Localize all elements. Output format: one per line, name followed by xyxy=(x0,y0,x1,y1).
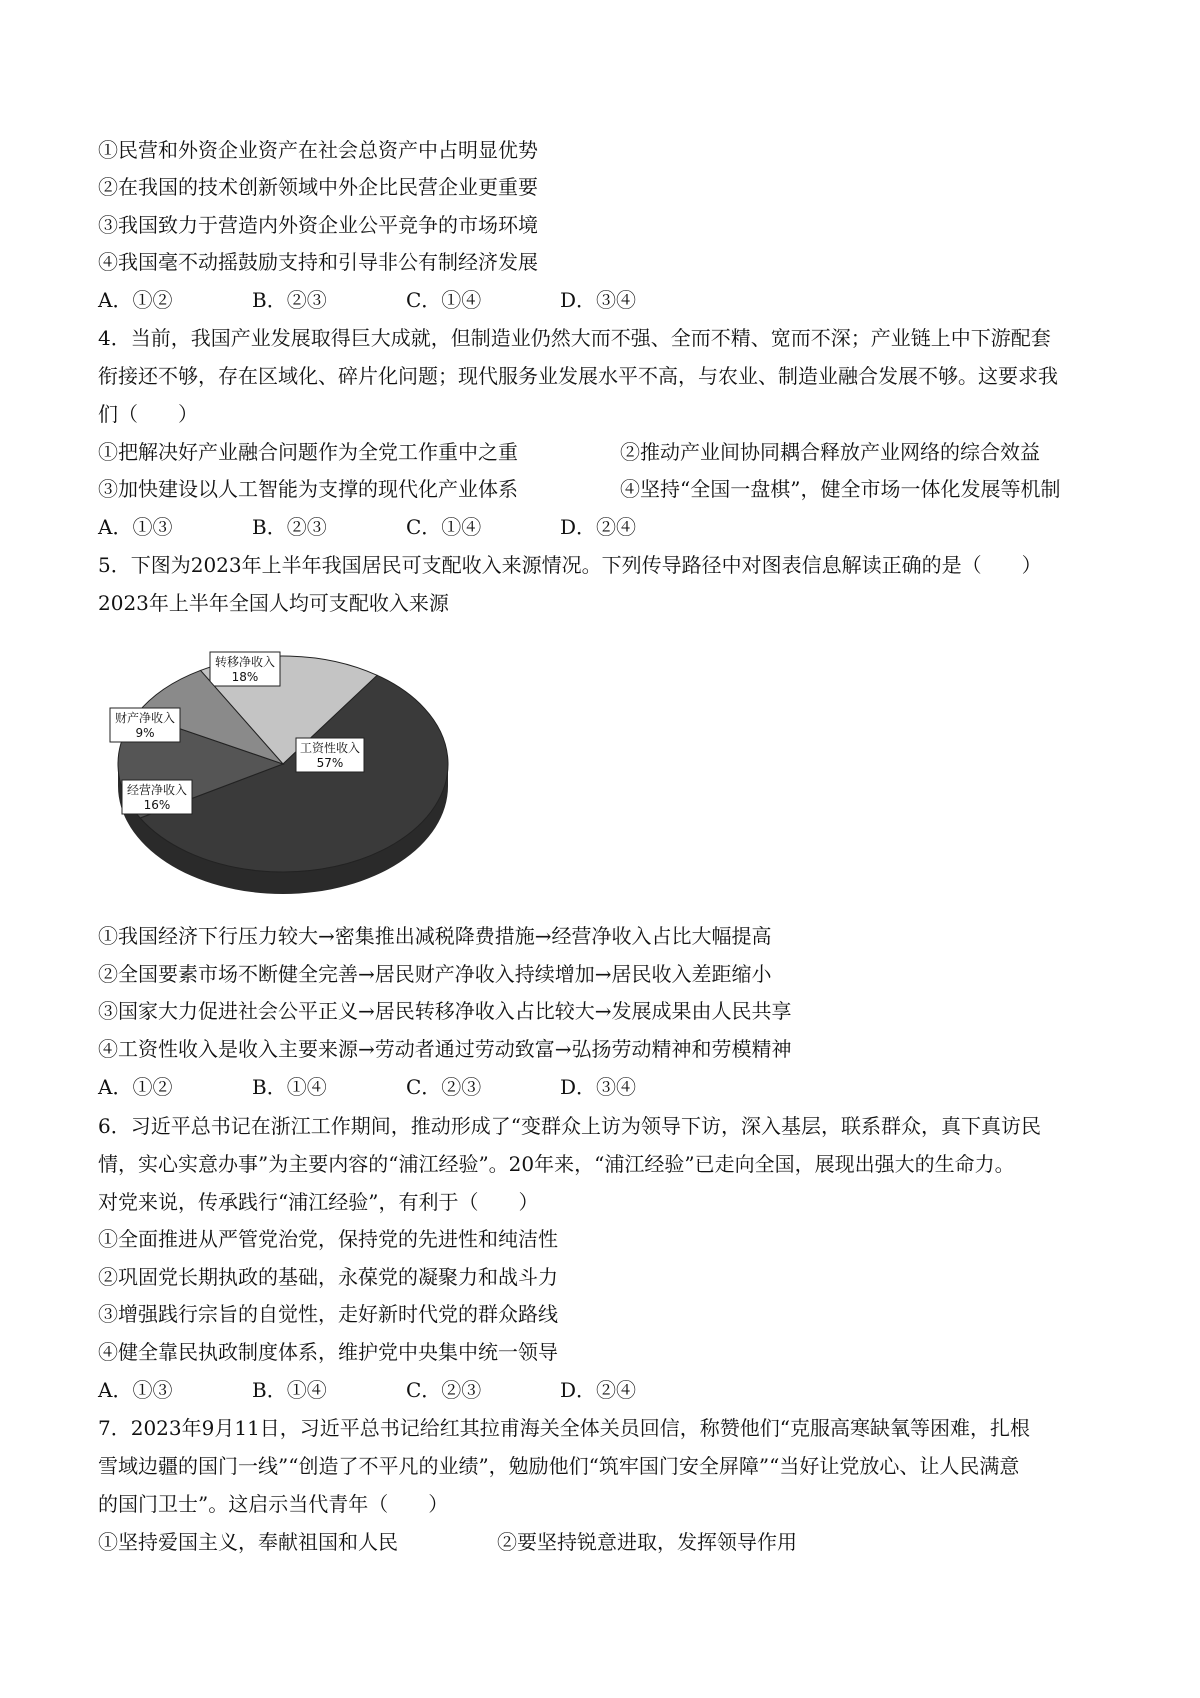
q6-option-c: C．②③ xyxy=(406,1378,482,1402)
pie-label-name: 转移净收入 xyxy=(214,655,276,669)
q4-stem-line-2: 衔接还不够，存在区域化、碎片化问题；现代服务业发展水平不高，与农业、制造业融合发展不够。这要求我 xyxy=(98,364,1058,388)
q4-option-b: B．②③ xyxy=(252,515,327,539)
q4-option-a: A．①③ xyxy=(98,515,173,539)
q5-item-4: ④工资性收入是收入主要来源→劳动者通过劳动致富→弘扬劳动精神和劳模精神 xyxy=(98,1037,792,1061)
q5-option-b: B．①④ xyxy=(252,1075,327,1099)
q4-item-1: ①把解决好产业融合问题作为全党工作重中之重 xyxy=(98,440,518,464)
pie-label-财产净收入 xyxy=(110,708,180,742)
q6-stem-line-3: 对党来说，传承践行“浦江经验”，有利于（ ） xyxy=(98,1190,539,1214)
pie-label-工资性收入 xyxy=(296,738,364,772)
q6-item-2: ②巩固党长期执政的基础，永葆党的凝聚力和战斗力 xyxy=(98,1265,558,1289)
q4-stem-line-1: 4．当前，我国产业发展取得巨大成就，但制造业仍然大而不强、全而不精、宽而不深；产业链上中下游配套 xyxy=(98,326,1051,350)
q6-stem-line-2: 情，实心实意办事”为主要内容的“浦江经验”。20年来，“浦江经验”已走向全国，展现出强大的生命力。 xyxy=(98,1152,1015,1176)
pie-label-value: 9% xyxy=(135,726,155,740)
q3-option-d: D．③④ xyxy=(560,288,637,312)
q5-item-2: ②全国要素市场不断健全完善→居民财产净收入持续增加→居民收入差距缩小 xyxy=(98,962,772,986)
q3-item-1: ①民营和外资企业资产在社会总资产中占明显优势 xyxy=(98,138,538,162)
q7-stem-line-2: 雪域边疆的国门一线”“创造了不平凡的业绩”，勉励他们“筑牢国门安全屏障”“当好让党放心、让人民满意 xyxy=(98,1454,1020,1478)
q3-item-2: ②在我国的技术创新领域中外企比民营企业更重要 xyxy=(98,175,538,199)
q6-item-4: ④健全靠民执政制度体系，维护党中央集中统一领导 xyxy=(98,1340,558,1364)
q7-item-2: ②要坚持锐意进取，发挥领导作用 xyxy=(497,1530,797,1554)
q4-item-3: ③加快建设以人工智能为支撑的现代化产业体系 xyxy=(98,477,518,501)
q4-item-4: ④坚持“全国一盘棋”，健全市场一体化发展等机制 xyxy=(620,477,1061,501)
q5-chart-caption: 2023年上半年全国人均可支配收入来源 xyxy=(98,591,449,615)
q4-item-2: ②推动产业间协同耦合释放产业网络的综合效益 xyxy=(620,440,1040,464)
q6-item-3: ③增强践行宗旨的自觉性，走好新时代党的群众路线 xyxy=(98,1302,558,1326)
q6-stem-line-1: 6．习近平总书记在浙江工作期间，推动形成了“变群众上访为领导下访，深入基层，联系群众，真下真访民 xyxy=(98,1114,1041,1138)
pie-label-name: 财产净收入 xyxy=(114,711,176,725)
q6-option-d: D．②④ xyxy=(560,1378,637,1402)
q5-option-a: A．①② xyxy=(98,1075,173,1099)
pie-label-转移净收入 xyxy=(210,652,280,686)
income-pie-chart xyxy=(108,646,468,916)
q5-item-1: ①我国经济下行压力较大→密集推出减税降费措施→经营净收入占比大幅提高 xyxy=(98,924,772,948)
q3-item-3: ③我国致力于营造内外资企业公平竞争的市场环境 xyxy=(98,213,538,237)
q6-item-1: ①全面推进从严管党治党，保持党的先进性和纯洁性 xyxy=(98,1227,558,1251)
q3-item-4: ④我国毫不动摇鼓励支持和引导非公有制经济发展 xyxy=(98,250,538,274)
q4-stem-line-3: 们（ ） xyxy=(98,402,198,426)
q4-option-d: D．②④ xyxy=(560,515,637,539)
q7-stem-line-3: 的国门卫士”。这启示当代青年（ ） xyxy=(98,1492,449,1516)
q5-item-3: ③国家大力促进社会公平正义→居民转移净收入占比较大→发展成果由人民共享 xyxy=(98,999,792,1023)
q7-stem-line-1: 7．2023年9月11日，习近平总书记给红其拉甫海关全体关员回信，称赞他们“克服高寒缺氧等困难，扎根 xyxy=(98,1416,1031,1440)
q5-option-c: C．②③ xyxy=(406,1075,482,1099)
q6-option-b: B．①④ xyxy=(252,1378,327,1402)
pie-label-name: 工资性收入 xyxy=(299,741,361,755)
q7-item-1: ①坚持爱国主义，奉献祖国和人民 xyxy=(98,1530,398,1554)
pie-chart-svg xyxy=(108,646,468,916)
pie-label-经营净收入 xyxy=(122,780,192,814)
pie-label-value: 16% xyxy=(143,798,171,812)
q4-option-c: C．①④ xyxy=(406,515,482,539)
pie-label-name: 经营净收入 xyxy=(126,783,188,797)
q3-option-c: C．①④ xyxy=(406,288,482,312)
pie-label-value: 57% xyxy=(316,756,344,770)
q5-option-d: D．③④ xyxy=(560,1075,637,1099)
q3-option-b: B．②③ xyxy=(252,288,327,312)
pie-label-value: 18% xyxy=(231,670,259,684)
q3-option-a: A．①② xyxy=(98,288,173,312)
q5-stem: 5．下图为2023年上半年我国居民可支配收入来源情况。下列传导路径中对图表信息解读正确的是（ ） xyxy=(98,553,1042,577)
q6-option-a: A．①③ xyxy=(98,1378,173,1402)
